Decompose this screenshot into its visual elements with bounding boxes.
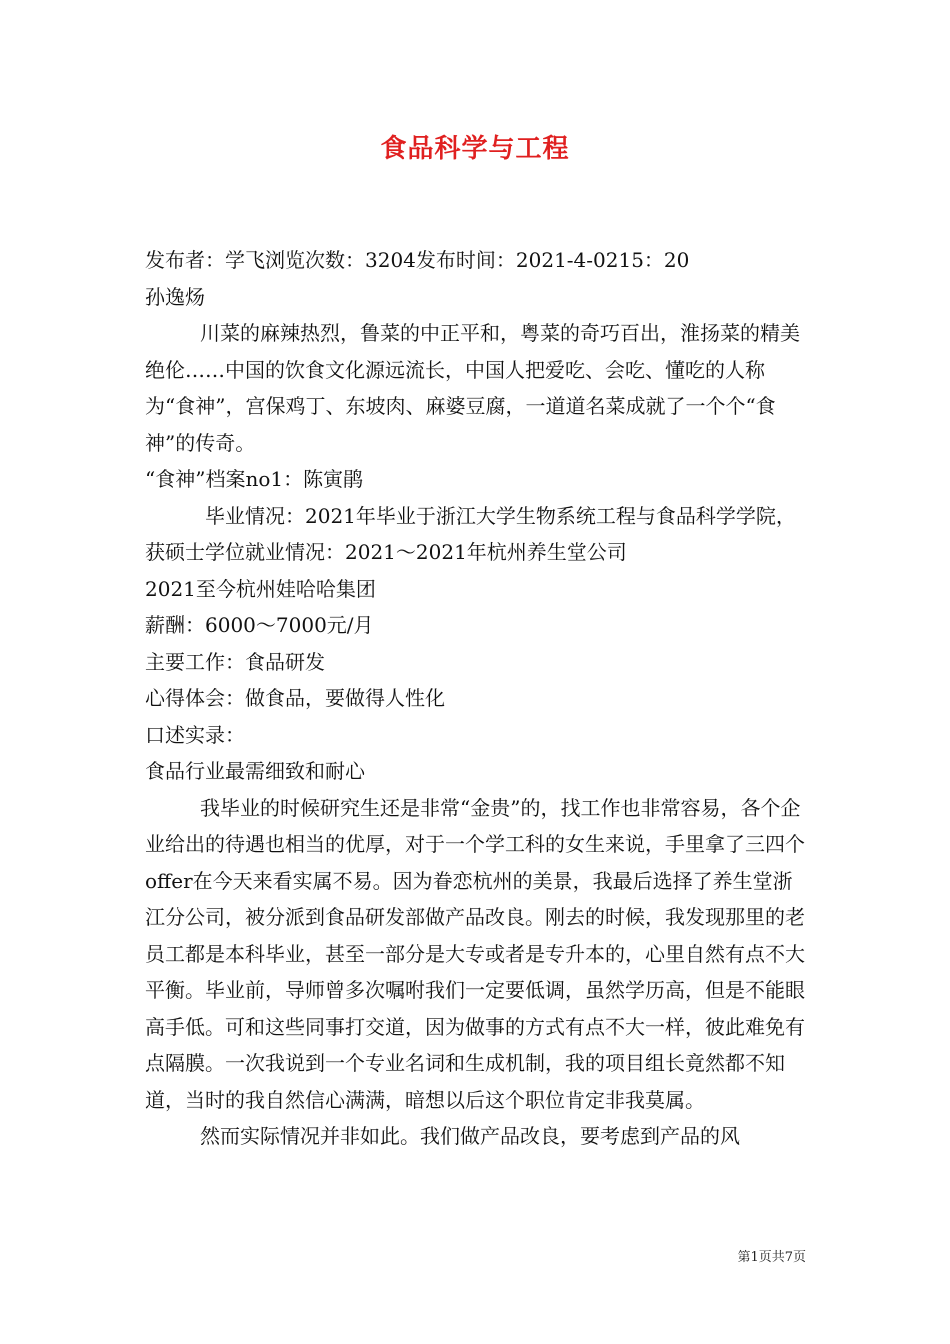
experience-line: 心得体会：做食品，要做得人性化 [145,686,445,710]
main-work-line: 主要工作：食品研发 [145,649,325,674]
oral-record-heading: 食品行业最需细致和耐心 [145,759,365,783]
salary-line: 薪酬：6000～7000元/月 [145,613,374,637]
intro-paragraph: 川菜的麻辣热烈，鲁菜的中正平和，粤菜的奇巧百出，淮扬菜的精美绝伦……中国的饮食文化源远流长，中国人把爱吃、会吃、懂吃的人称为“食神”，宫保鸡丁、东坡肉、麻婆豆腐，一道道名菜成就了一个个“食神”的传奇。 [145,321,800,455]
document-title: 食品科学与工程 [380,134,570,164]
meta-line: 发布者：学飞浏览次数：3204发布时间：2021-4-0215：20 [145,248,690,272]
section-heading: “食神”档案no1：陈寅鹃 [145,467,364,491]
body-paragraph-1: 我毕业的时候研究生还是非常“金贵”的，找工作也非常容易，各个企业给出的待遇也相当的优厚，对于一个学工科的女生来说，手里拿了三四个offer在今天来看实属不易。因为眷恋杭州的美景，我最后选择了养生堂浙江分公司，被分派到食品研发部做产品改良。刚去的时候，我发现那里的老员工都是本科毕业，甚至一部分是大专或者是专升本的，心里自然有点不大平衡。毕业前，导师曾多次嘱咐我们一定要低调，虽然学历高，但是不能眼高手低。可和这些同事打交道，因为做事的方式有点不大一样，彼此难免有点隔膜。一次我说到一个专业名词和生成机制，我的项目组长竟然都不知道，当时的我自然信心满满，暗想以后这个职位肯定非我莫属。 [145,795,805,1112]
document-body [145,242,811,1155]
body-paragraph-2: 然而实际情况并非如此。我们做产品改良，要考虑到产品的风 [200,1124,740,1148]
page-number-footer: 第1页共7页 [737,1250,806,1265]
oral-record-label: 口述实录： [145,722,245,747]
graduation-paragraph: 毕业情况：2021年毕业于浙江大学生物系统工程与食品科学学院，获硕士学位就业情况：2021～2021年杭州养生堂公司 [145,503,796,564]
employment-current: 2021至今杭州娃哈哈集团 [145,576,376,601]
author-name: 孙逸炀 [145,284,205,309]
